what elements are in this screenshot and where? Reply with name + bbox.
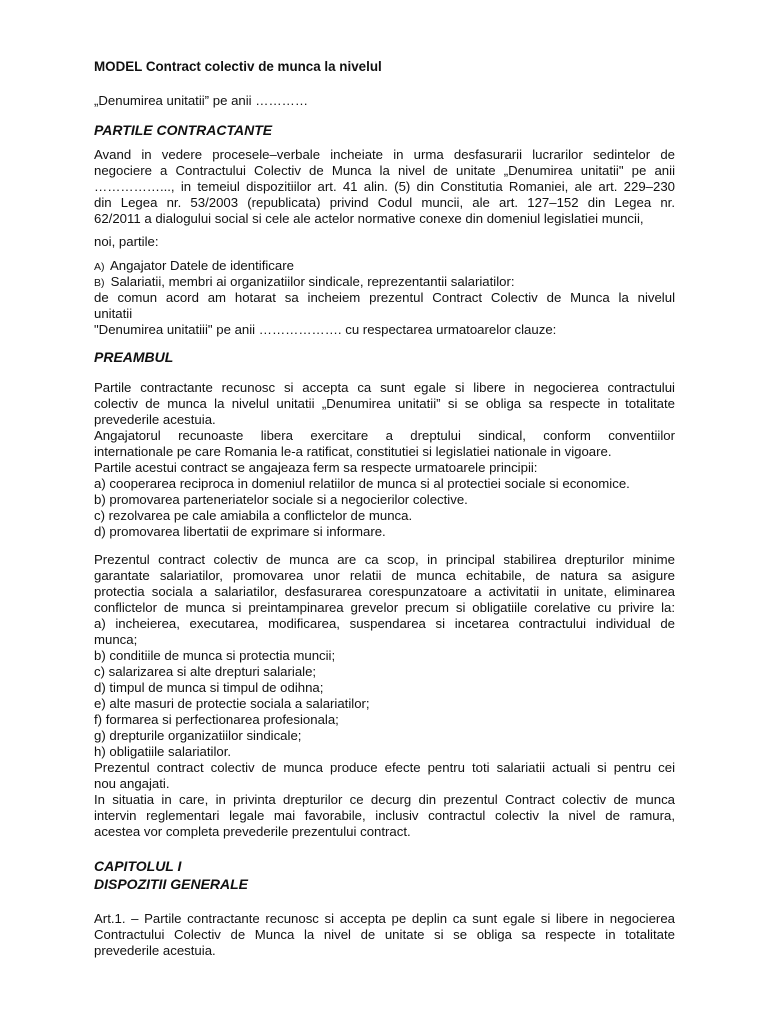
paragraph-line: negociere a Contractului Colectiv de Munca la nivel de unitate „Denumirea unitatii" pe anii (94, 163, 675, 178)
scope-item: c) salarizarea si alte drepturi salariale; (94, 664, 317, 679)
list-marker: A) (94, 261, 105, 273)
article-line: Art.1. – Partile contractante recunosc si accepta pe deplin ca sunt egale si libere in negocierea (94, 911, 675, 926)
scope-item: a) incheierea, executarea, modificarea, suspendarea si incetarea contractului individual de (94, 616, 675, 631)
principle-item: c) rezolvarea pe cale amiabila a conflictelor de munca. (94, 508, 413, 523)
paragraph-line: ……………..., in temeiul dispozitiilor art. 41 alin. (5) din Constitutia Romaniei, ale art. 229–230 (94, 179, 675, 194)
paragraph-line: Partile contractante recunosc si accepta ca sunt egale si libere in negocierea contractului (94, 380, 675, 395)
list-text: Salariatii, membri ai organizatiilor sindicale, reprezentantii salariatilor: (110, 274, 515, 289)
paragraph-line: noi, partile: (94, 234, 159, 249)
paragraph-line: acestea vor completa prevederile prezentului contract. (94, 824, 411, 839)
paragraph-line: unitatii (94, 306, 133, 321)
paragraph-line: din Legea nr. 53/2003 (republicata) privind Codul muncii, ale art. 127–152 din Legea nr. (94, 195, 675, 210)
scope-item: g) drepturile organizatiilor sindicale; (94, 728, 302, 743)
party-a-item (94, 258, 675, 275)
article-line: prevederile acestuia. (94, 943, 216, 958)
paragraph-line: conflictelor de munca si preintampinarea grevelor precum si obligatiile corelative cu privire la: (94, 600, 675, 615)
principle-item: b) promovarea parteneriatelor sociale si a negocierilor colective. (94, 492, 468, 507)
paragraph-line: Partile acestui contract se angajeaza ferm sa respecte urmatoarele principii: (94, 460, 538, 475)
list-text: Angajator Datele de identificare (109, 258, 294, 273)
paragraph-line: Avand in vedere procesele–verbale incheiate in urma desfasurarii lucrarilor sedintelor de (94, 147, 675, 162)
principle-item: d) promovarea libertatii de exprimare si informare. (94, 524, 386, 539)
list-marker: B) (94, 277, 105, 289)
paragraph-line: nou angajati. (94, 776, 170, 791)
chapter-title: DISPOZITII GENERALE (94, 876, 249, 892)
paragraph-line: "Denumirea unitatiii" pe anii ………………. cu respectarea urmatoarelor clauze: (94, 322, 557, 337)
chapter-number: CAPITOLUL I (94, 858, 182, 874)
paragraph-line: internationale pe care Romania le-a ratificat, constitutiei si legislatiei nationale in vigoare. (94, 444, 612, 459)
scope-item: h) obligatiile salariatilor. (94, 744, 232, 759)
paragraph-line: garantate salariatilor, promovarea unor relatii de munca echitabile, de natura sa asigure (94, 568, 675, 583)
paragraph-line: intervin reglementari legale mai favorabile, inclusiv contractul colectiv la nivel de ramura, (94, 808, 675, 823)
scope-item: e) alte masuri de protectie sociala a salariatilor; (94, 696, 370, 711)
article-line: Contractului Colectiv de Munca la nivel de unitate si se obliga sa respecte in totalitate (94, 927, 675, 942)
paragraph-line: colectiv de munca la nivelul unitatii „Denumirea unitatii” si se obliga sa respecte in totalitate (94, 396, 675, 411)
document-title: MODEL Contract colectiv de munca la nivelul (94, 59, 382, 74)
scope-item: f) formarea si perfectionarea profesionala; (94, 712, 339, 727)
paragraph-line: de comun acord am hotarat sa incheiem prezentul Contract Colectiv de Munca la nivelul (94, 290, 675, 305)
scope-item: d) timpul de munca si timpul de odihna; (94, 680, 324, 695)
paragraph-line: 62/2011 a dialogului social si cele ale actelor normative conexe din domeniul legislatiei muncii, (94, 211, 644, 226)
party-b-item (94, 274, 675, 291)
section-heading-partile: PARTILE CONTRACTANTE (94, 122, 273, 138)
scope-item: munca; (94, 632, 138, 647)
section-heading-preambul: PREAMBUL (94, 349, 174, 365)
paragraph-line: Angajatorul recunoaste libera exercitare a dreptului sindical, conform conventiilor (94, 428, 675, 443)
principle-item: a) cooperarea reciproca in domeniul relatiilor de munca si al protectiei sociale si economice. (94, 476, 630, 491)
paragraph-line: prevederile acestuia. (94, 412, 216, 427)
paragraph-line: Prezentul contract colectiv de munca produce efecte pentru toti salariatii actuali si pentru cei (94, 760, 675, 775)
paragraph-line: In situatia in care, in privinta drepturilor ce decurg din prezentul Contract colectiv de munca (94, 792, 675, 807)
paragraph-line: Prezentul contract colectiv de munca are ca scop, in principal stabilirea drepturilor minime (94, 552, 675, 567)
document-subtitle: „Denumirea unitatii” pe anii ………… (94, 93, 309, 108)
scope-item: b) conditiile de munca si protectia muncii; (94, 648, 336, 663)
paragraph-line: protectia sociala a salariatilor, desfasurarea corespunzatoare a activitatii in unitate, eliminarea (94, 584, 675, 599)
